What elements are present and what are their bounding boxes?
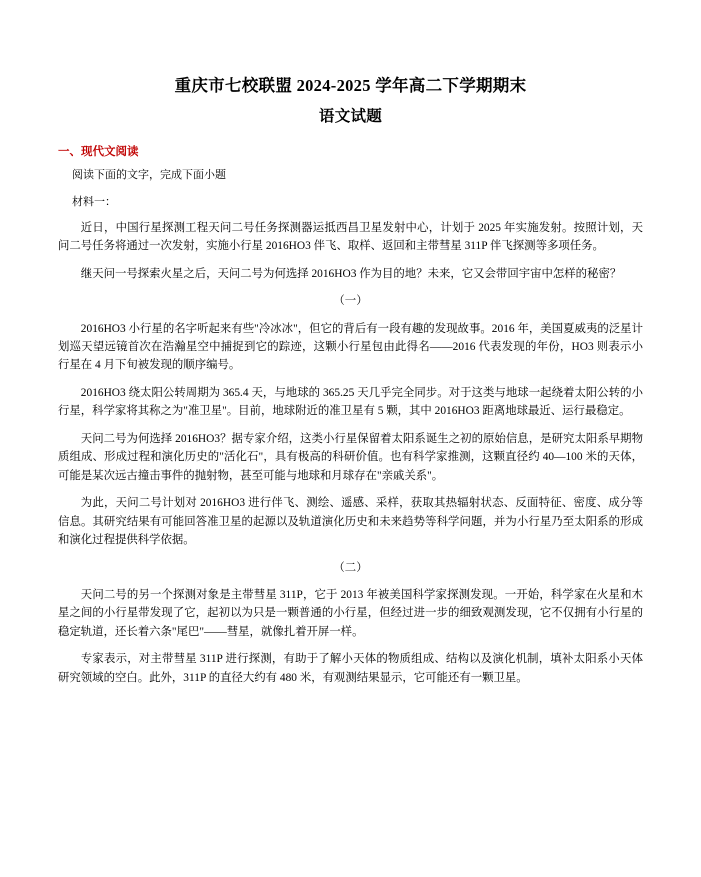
- reading-instruction: 阅读下面的文字，完成下面小题: [72, 168, 226, 181]
- section-mark-one: （一）: [333, 295, 368, 308]
- page-subtitle: 语文试题: [318, 107, 383, 125]
- paragraph: 2016HO3 绕太阳公转周期为 365.4 天，与地球的 365.25 天几乎完全同步。对于这类与地球一起绕着太阳公转的小行星，科学家将其称之为"准卫星"。目前，地球附近的准卫星有 5 颗，其中 2016HO3 距离地球最近、运行最稳定。: [58, 386, 643, 418]
- paragraph: 继天问一号探索火星之后，天问二号为何选择 2016HO3 作为目的地？未来，它又会带回宇宙中怎样的秘密？: [80, 267, 622, 280]
- paragraph: 专家表示，对主带彗星 311P 进行探测，有助于了解小天体的物质组成、结构以及演化机制，填补太阳系小天体研究领域的空白。此外，311P 的直径大约有 480 米，有观测结果显示，它可能还有一颗卫星。: [58, 653, 643, 684]
- paragraph: 天问二号的另一个探测对象是主带彗星 311P，它于 2013 年被美国科学家探测发现。一开始，科学家在火星和木星之间的小行星带发现了它，起初以为只是一颗普通的小行星，但经过进一步的细致观测发现，它不仅拥有小行星的稳定轨道，还长着六条"尾巴"——彗星，就像扎着开屏一样。: [58, 588, 643, 638]
- paragraph: 2016HO3 小行星的名字听起来有些"冷冰冰"，但它的背后有一段有趣的发现故事。2016 年，美国夏威夷的泛星计划巡天望远镜首次在浩瀚星空中捕捉到它的踪迹，这颗小行星包由此得名——2016 代表发现的年份，HO3 则表示小行星在 4 月下旬被发现的顺序编号。: [58, 322, 643, 372]
- paragraph: 天问二号为何选择 2016HO3？据专家介绍，这类小行星保留着太阳系诞生之初的原始信息，是研究太阳系早期物质组成、形成过程和演化历史的"活化石"，具有极高的科研价值。也有科学家推测，这颗直径约 40—100 米的天体，可能是某次远古撞击事件的抛射物，甚至可能与地球和月球存在"亲戚关系"。: [58, 432, 643, 482]
- section-mark-two: （二）: [333, 561, 368, 574]
- paragraph: 近日，中国行星探测工程天问二号任务探测器运抵西昌卫星发射中心，计划于 2025 年实施发射。按照计划，天问二号任务将通过一次发射，实施小行星 2016HO3 伴飞、取样、返回和主带彗星 311P 伴飞探测等多项任务。: [58, 221, 643, 253]
- section-heading: 一、现代文阅读: [58, 145, 139, 158]
- material-label: 材料一：: [72, 195, 116, 208]
- page-title: 重庆市七校联盟 2024-2025 学年高二下学期期末: [174, 76, 527, 95]
- paragraph: 为此，天问二号计划对 2016HO3 进行伴飞、测绘、遥感、采样，获取其热辐射状态、反面特征、密度、成分等信息。其研究结果有可能回答准卫星的起源以及轨道演化历史和未来趋势等科学问题，并为小行星乃至太阳系的形成和演化过程提供科学依据。: [58, 497, 643, 547]
